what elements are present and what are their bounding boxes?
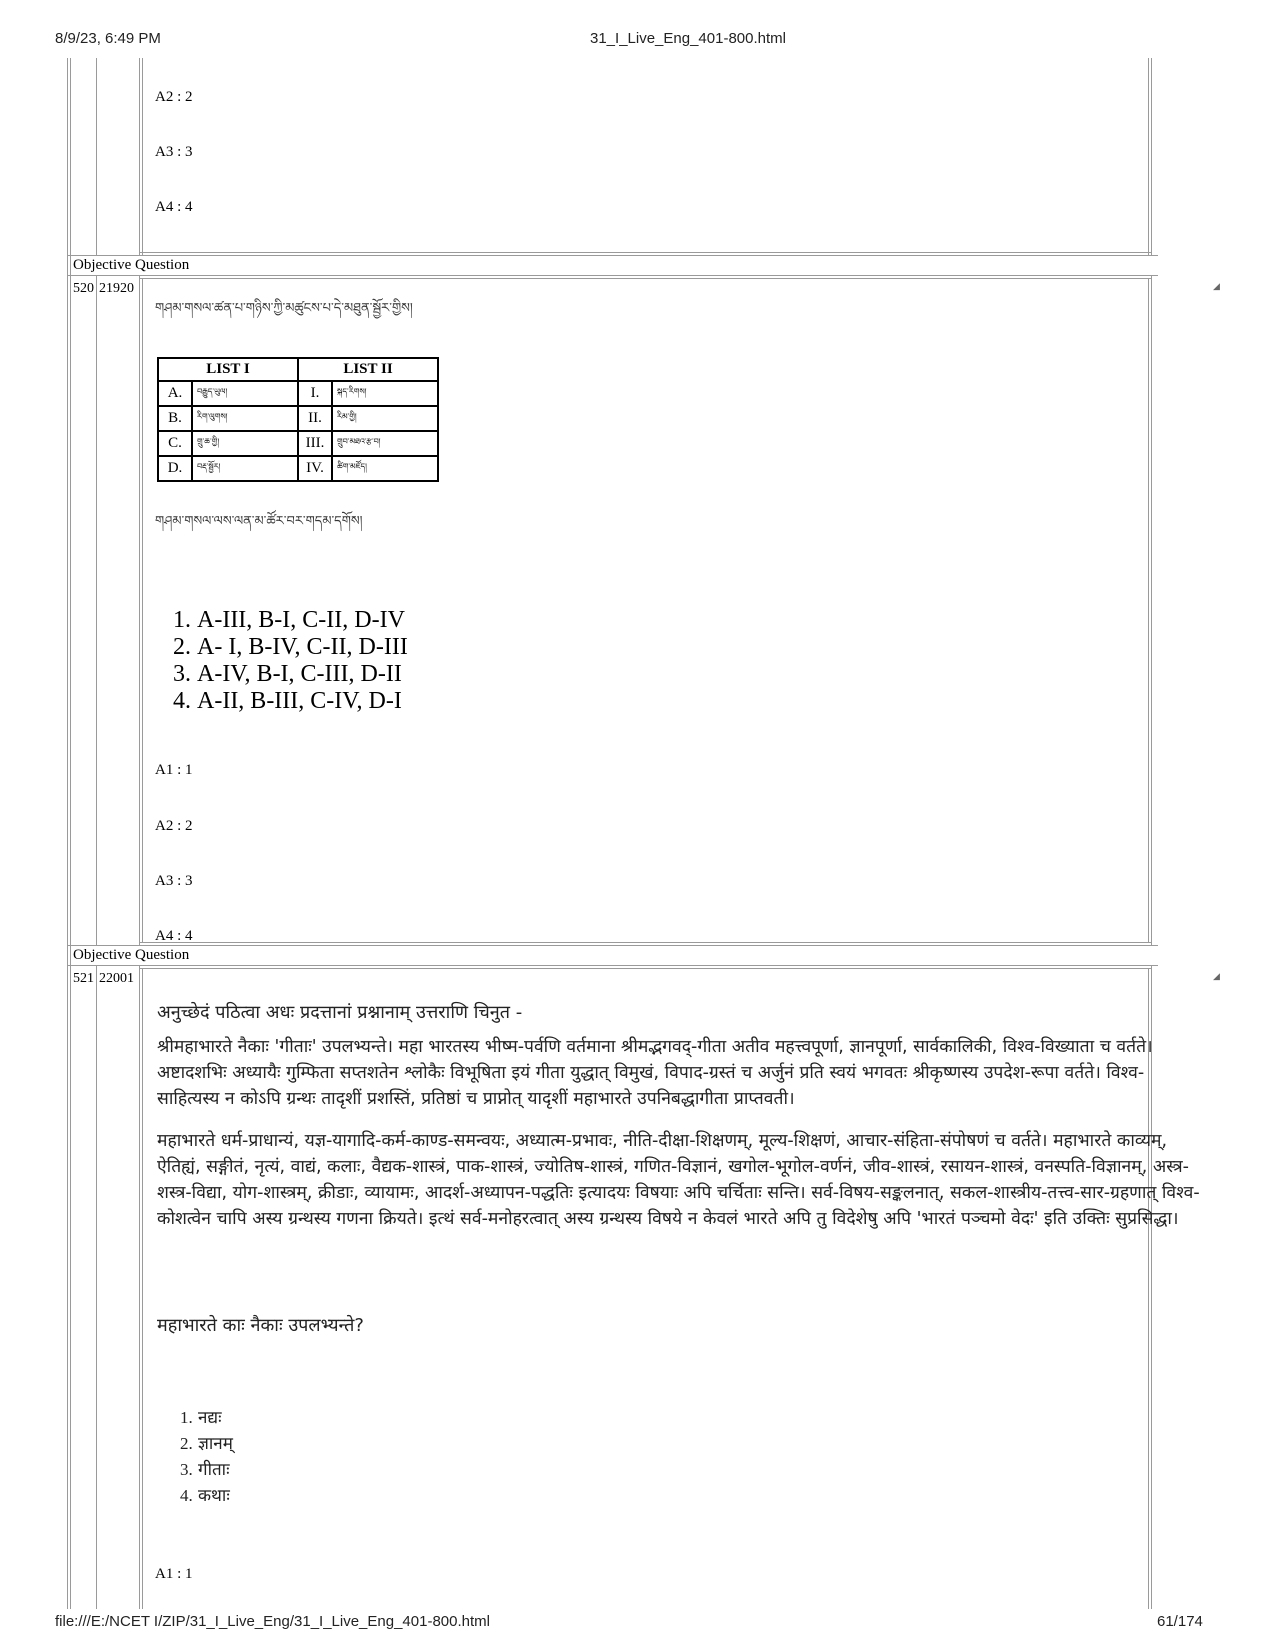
answer-option: A4 : 4	[155, 199, 193, 215]
table-row	[158, 381, 438, 406]
passage-heading: अनुच्छेदं पठित्वा अधः प्रदत्तानां प्रश्नानाम् उत्तराणि चिनुत -	[157, 1002, 523, 1023]
passage-paragraph-1: श्रीमहाभारते नैकाः 'गीताः' उपलभ्यन्ते। महा भारतस्य भीष्म-पर्वणि वर्तमाना श्रीमद्भगवद्-गीता अतीव महत्त्वपूर्णा, ज्ञानपूर्णा, सार्वकालिकी, विश्व-विख्याता च वर्तते। अष्टादशभिः अध्यायैः गुम्फिता सप्तशतेन श्लोकैः विभूषिता इयं गीता युद्धात् विमुखं, विपाद-ग्रस्तं च अर्जुनं प्रति स्वयं भगवतः श्रीकृष्णस्य उपदेश-रूपा वर्तते। विश्व-साहित्यस्य न कोऽपि ग्रन्थः तादृशीं प्रशस्तिं, प्रतिष्ठां च प्राप्नोत् यादृशीं महाभारते उपनिबद्धागीता प्राप्तवती।	[157, 1037, 1153, 1109]
answer-option: A3 : 3	[155, 873, 193, 889]
answer-option: A1 : 1	[155, 1566, 193, 1582]
list-item: 2. A- I, B-IV, C-II, D-III	[173, 634, 408, 660]
list-ii-header: LIST II	[298, 358, 438, 381]
answer-option: A3 : 3	[155, 144, 193, 160]
question-id: 22001	[99, 971, 134, 986]
list-i-header: LIST I	[158, 358, 298, 381]
list-ii-value: ཚིག་མཛོད།	[332, 456, 438, 481]
table-row	[158, 406, 438, 431]
list-item: 3. A-IV, B-I, C-III, D-II	[173, 661, 402, 687]
list-i-value: གྲུ་ཆ་གྱི།	[192, 431, 298, 456]
list-i-key: C.	[158, 431, 192, 456]
print-datetime: 8/9/23, 6:49 PM	[55, 30, 161, 47]
list-item: 1. A-III, B-I, C-II, D-IV	[173, 607, 405, 633]
scroll-marker: ◢	[1213, 971, 1220, 981]
print-page-number: 61/174	[1157, 1613, 1203, 1630]
list-i-value: བརྡ་སྦྱོར།	[192, 456, 298, 481]
list-ii-value: གྲུབ་མཐའ་རྩ་བ།	[332, 431, 438, 456]
print-title: 31_I_Live_Eng_401-800.html	[590, 30, 786, 47]
list-item: 1. नद्यः	[180, 1408, 222, 1428]
question-serial: 520	[73, 281, 94, 296]
table-row	[158, 431, 438, 456]
list-i-key: B.	[158, 406, 192, 431]
table-row	[158, 456, 438, 481]
answer-option: A1 : 1	[155, 762, 193, 778]
list-ii-key: I.	[298, 381, 332, 406]
print-file-path: file:///E:/NCET I/ZIP/31_I_Live_Eng/31_I_Live_Eng_401-800.html	[55, 1613, 490, 1630]
list-ii-key: IV.	[298, 456, 332, 481]
match-list-table	[157, 357, 439, 482]
list-ii-value: སྐད་རིགས།	[332, 381, 438, 406]
passage-paragraph-2: महाभारते धर्म-प्राधान्यं, यज्ञ-यागादि-कर्म-काण्ड-समन्वयः, अध्यात्म-प्रभावः, नीति-दीक्षा-शिक्षणम्, मूल्य-शिक्षणं, आचार-संहिता-संपोषणं च वर्तते। महाभारते काव्यम्, ऐतिह्यं, सङ्गीतं, नृत्यं, वाद्यं, कलाः, वैद्यक-शास्त्रं, पाक-शास्त्रं, ज्योतिष-शास्त्रं, गणित-विज्ञानं, खगोल-भूगोल-वर्णनं, जीव-शास्त्रं, रसायन-शास्त्रं, वनस्पति-विज्ञानम्, अस्त्र-शस्त्र-विद्या, योग-शास्त्रम्, क्रीडाः, व्यायामः, आदर्श-अध्यापन-पद्धतिः इत्यादयः विषयाः अपि चर्चिताः सन्ति। सर्व-विषय-सङ्कलनात्, सकल-शास्त्रीय-तत्त्व-सार-ग्रहणात् विश्व-कोशत्वेन चापि अस्य ग्रन्थस्य गणना क्रियते। इत्थं सर्व-मनोहरत्वात् अस्य ग्रन्थस्य विषये न केवलं भारते अपि तु विदेशेषु अपि 'भारतं पञ्चमो वेदः' इति उक्तिः सुप्रसिद्धा।	[157, 1131, 1200, 1229]
list-ii-key: III.	[298, 431, 332, 456]
list-ii-key: II.	[298, 406, 332, 431]
question-prompt: གཤམ་གསལ་ལས་ལན་མ་ཚོར་བར་གདམ་དགོས།	[155, 514, 363, 529]
list-item: 4. A-II, B-III, C-IV, D-I	[173, 688, 402, 714]
question-text: महाभारते काः नैकाः उपलभ्यन्ते?	[157, 1315, 364, 1336]
scroll-marker: ◢	[1213, 281, 1220, 291]
answer-option: A2 : 2	[155, 818, 193, 834]
list-i-value: བརྒྱུད་ཡུལ།	[192, 381, 298, 406]
answer-option: A4 : 4	[155, 928, 193, 944]
question-instruction: གཤམ་གསལ་ཚན་པ་གཉིས་ཀྱི་མཚུངས་པ་དེ་མཐུན་སྦྱོར་གྱིས།	[155, 301, 413, 316]
list-i-key: D.	[158, 456, 192, 481]
question-id: 21920	[99, 281, 134, 296]
question-type-label: Objective Question	[73, 947, 190, 963]
question-type-label: Objective Question	[73, 257, 190, 273]
option-list	[180, 1405, 233, 1509]
question-serial: 521	[73, 971, 94, 986]
list-item: 3. गीताः	[180, 1460, 230, 1480]
list-item: 4. कथाः	[180, 1486, 230, 1506]
list-item: 2. ज्ञानम्	[180, 1434, 233, 1454]
answer-option: A2 : 2	[155, 89, 193, 105]
list-i-value: རིག་ལུགས།	[192, 406, 298, 431]
list-i-key: A.	[158, 381, 192, 406]
option-list	[173, 607, 408, 715]
list-ii-value: རིམ་གྱི།	[332, 406, 438, 431]
